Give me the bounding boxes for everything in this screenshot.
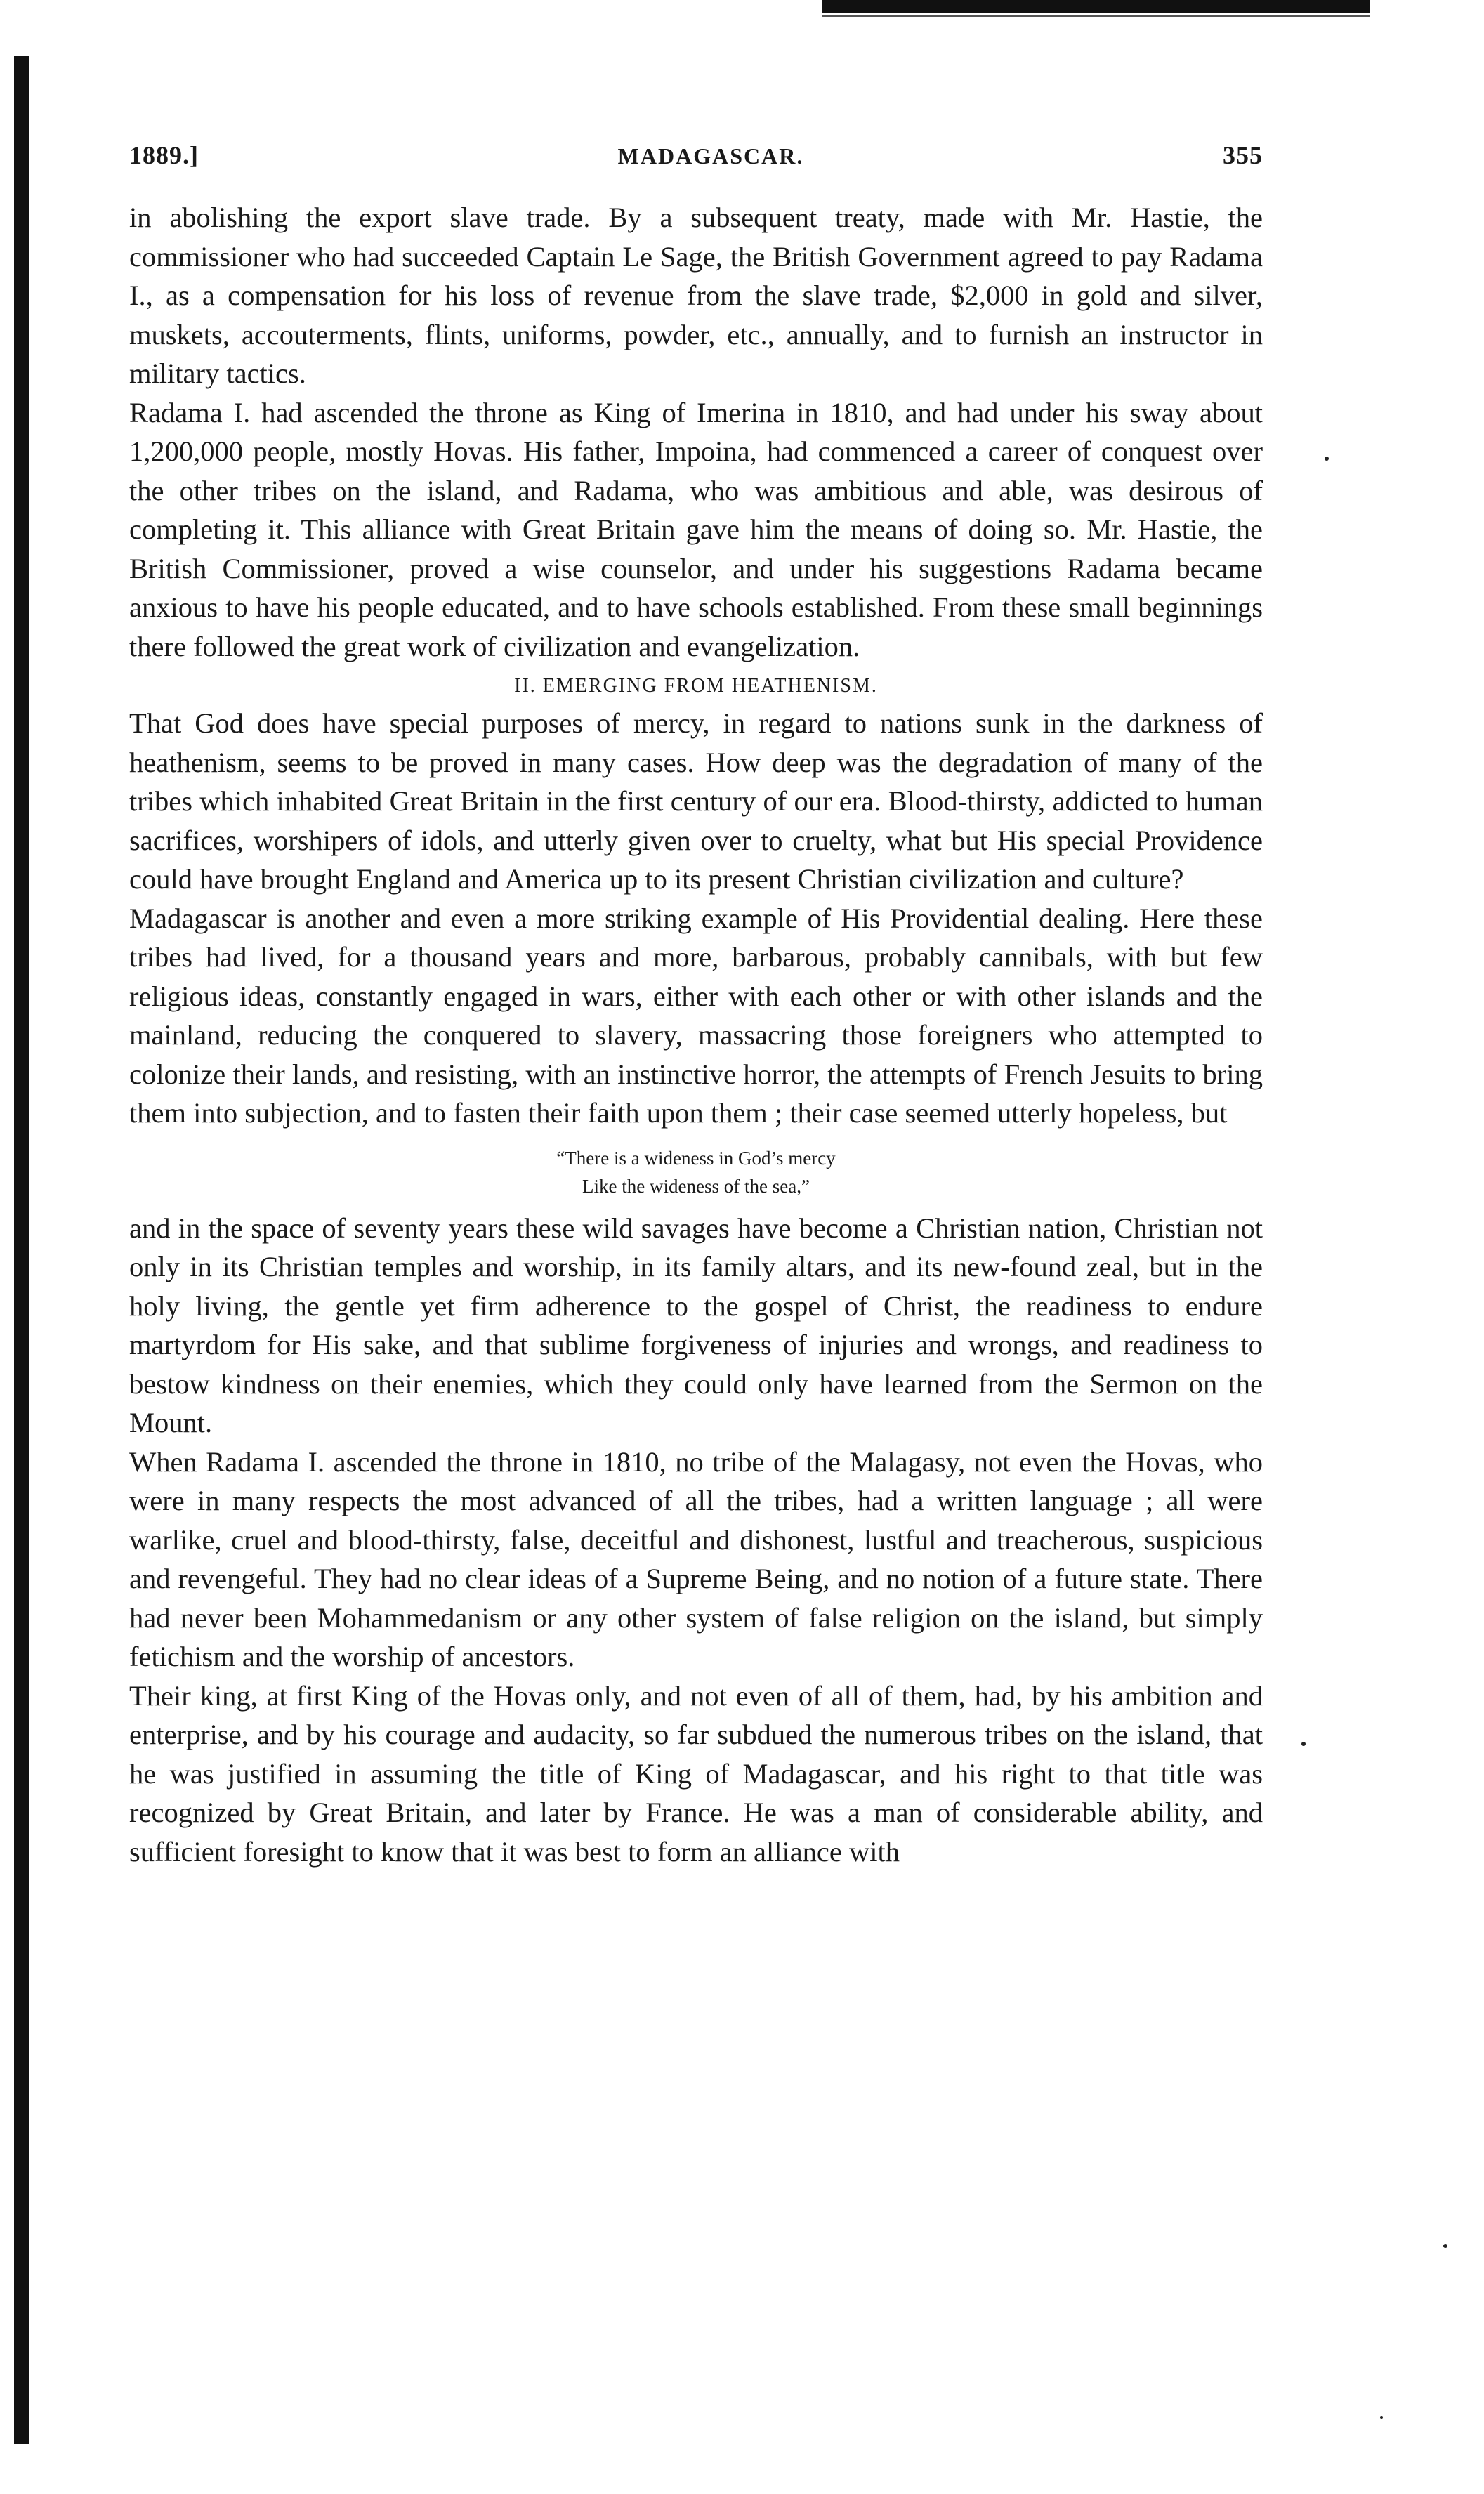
paragraph: and in the space of seventy years these wild savages have become a Christian nation, Christian not only in its Christian temples and worship, in its family altars, and its new-found zeal, but in the holy living, the gentle yet firm adherence to the gospel of Christ, the readiness to endure martyrdom for His sake, and that sublime forgiveness of injuries and wrongs, and readiness to bestow kindness on their enemies, which they could only have learned from the Sermon on the Mount. (129, 1212, 1263, 1438)
paragraph: That God does have special purposes of mercy, in regard to nations sunk in the darkness of heathenism, seems to be proved in many cases. How deep was the degradation of many of the tribes which inhabited Great Britain in the first century of our era. Blood-thirsty, addicted to human sacrifices, worshipers of idols, and utterly given over to cruelty, what but His special Providence could have brought England and America up to its present Christian civilization and culture? (129, 707, 1263, 895)
paragraph: Madagascar is another and even a more striking example of His Providential dealing. Here these tribes had lived, for a thousand years and more, barbarous, probably cannibals, with but few religious ideas, constantly engaged in wars, either with each other or with other islands and the mainland, reducing the conquered to slavery, massacring those foreigners who attempted to colonize their lands, and resisting, with an instinctive horror, the attempts of French Jesuits to bring them into subjection, and to fasten their faith upon them ; their case seemed utterly hopeless, but (129, 902, 1263, 1129)
scan-speck (1301, 1742, 1306, 1746)
scan-top-bar (822, 0, 1370, 13)
quote-line: Like the wideness of the sea,” (582, 1175, 810, 1197)
scan-speck (1325, 457, 1329, 461)
header-title: MADAGASCAR. (617, 143, 804, 169)
header-year: 1889.] (129, 141, 199, 169)
page-number: 355 (1223, 141, 1263, 169)
paragraph: in abolishing the export slave trade. By a subsequent treaty, made with Mr. Hastie, the commissioner who had succeeded Captain Le Sage, the British Government agreed to pay Radama I., as a compensation for his loss of revenue from the slave trade, $2,000 in gold and silver, muskets, accouterments, flints, uniforms, powder, etc., annually, and to furnish an instructor in military tactics. (129, 202, 1263, 389)
section-heading: II. EMERGING FROM HEATHENISM. (514, 675, 878, 697)
body-text (129, 198, 1263, 1871)
scan-speck (1380, 2416, 1383, 2419)
paragraph: When Radama I. ascended the throne in 1810, no tribe of the Malagasy, not even the Hovas, who were in many respects the most advanced of all the tribes, had a written language ; all were warlike, cruel and blood-thirsty, false, deceitful and dishonest, lustful and treacherous, suspicious and revengeful. They had no clear ideas of a Supreme Being, and no notion of a future state. There had never been Mohammedanism or any other system of false religion on the island, but simply fetichism and the worship of ancestors. (129, 1445, 1263, 1672)
paragraph: Their king, at first King of the Hovas only, and not even of all of them, had, by his ambition and enterprise, and by his courage and audacity, so far subdued the numerous tribes on the island, that he was justified in assuming the title of King of Madagascar, and his right to that title was recognized by Great Britain, and later by France. He was a man of considerable ability, and sufficient foresight to know that it was best to form an alliance with (129, 1679, 1263, 1868)
running-header (129, 140, 1263, 170)
book-page (129, 140, 1263, 1871)
paragraph: Radama I. had ascended the throne as King of Imerina in 1810, and had under his sway about 1,200,000 people, mostly Hovas. His father, Impoina, had commenced a career of conquest over the other tribes on the island, and Radama, who was ambitious and able, was desirous of completing it. This alliance with Great Britain gave him the means of doing so. Mr. Hastie, the British Commissioner, proved a wise counselor, and under his suggestions Radama became anxious to have his people educated, and to have schools established. From these small beginnings there followed the great work of civilization and evangelization. (129, 396, 1263, 662)
quote-line: “There is a wideness in God’s mercy (556, 1147, 836, 1169)
hymn-quote (129, 1144, 1263, 1200)
scan-top-rule (822, 15, 1370, 17)
scan-margin-bar (14, 56, 29, 2444)
scan-speck (1443, 2244, 1447, 2248)
